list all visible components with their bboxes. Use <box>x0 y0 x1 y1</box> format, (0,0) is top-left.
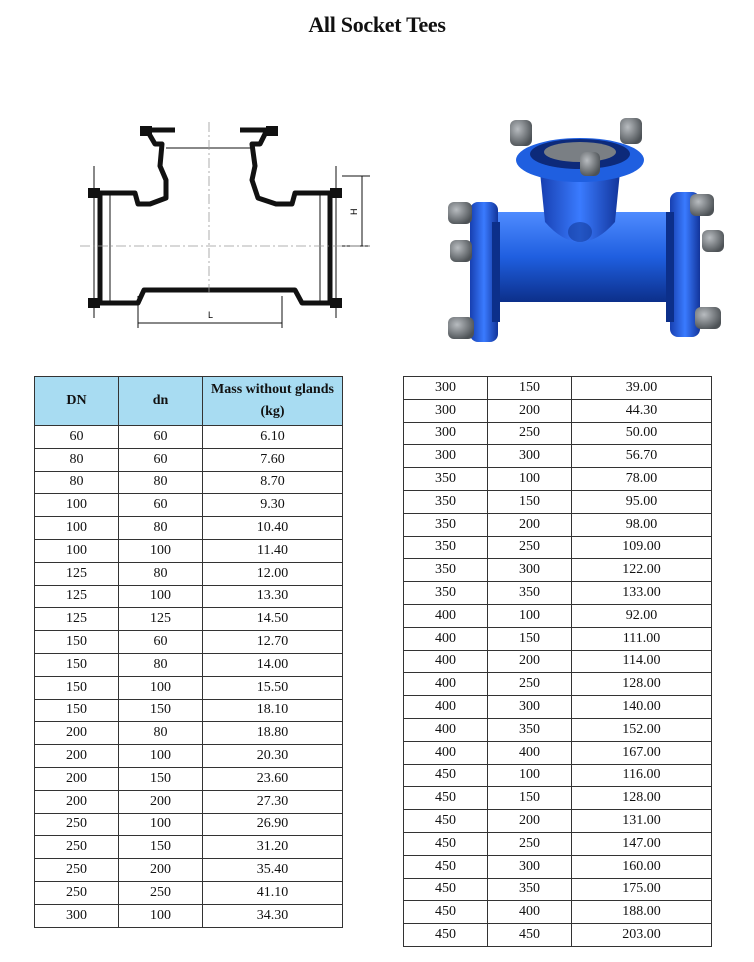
cell-mass: 78.00 <box>572 468 712 491</box>
cell-dn-branch: 250 <box>488 422 572 445</box>
socket-lips <box>88 126 342 308</box>
cell-dn: 400 <box>404 718 488 741</box>
cell-dn: 300 <box>35 904 119 927</box>
table-row <box>404 718 712 741</box>
table-row <box>404 741 712 764</box>
table-row <box>404 490 712 513</box>
cell-dn: 250 <box>35 836 119 859</box>
cell-mass: 111.00 <box>572 627 712 650</box>
cell-mass: 23.60 <box>203 767 343 790</box>
cell-mass: 12.70 <box>203 631 343 654</box>
cell-mass: 14.50 <box>203 608 343 631</box>
cell-mass: 18.10 <box>203 699 343 722</box>
cell-dn: 100 <box>35 539 119 562</box>
cell-dn-branch: 100 <box>119 813 203 836</box>
cell-dn: 450 <box>404 832 488 855</box>
cell-dn: 150 <box>35 653 119 676</box>
table-row <box>404 787 712 810</box>
cell-mass: 14.00 <box>203 653 343 676</box>
table-row <box>404 855 712 878</box>
cell-mass: 56.70 <box>572 445 712 468</box>
mass-table-left <box>34 376 343 928</box>
table-row <box>404 559 712 582</box>
cell-dn-branch: 125 <box>119 608 203 631</box>
table-row <box>35 836 343 859</box>
table-row <box>35 631 343 654</box>
dim-label-l: L <box>208 310 214 320</box>
table-row <box>404 513 712 536</box>
table-row <box>35 608 343 631</box>
table-row <box>35 539 343 562</box>
cell-dn: 80 <box>35 471 119 494</box>
cell-dn-branch: 100 <box>119 676 203 699</box>
cell-mass: 175.00 <box>572 878 712 901</box>
cell-dn-branch: 400 <box>488 741 572 764</box>
tee-section-drawing <box>80 118 370 333</box>
cell-dn: 400 <box>404 696 488 719</box>
cell-dn-branch: 60 <box>119 494 203 517</box>
cell-dn: 400 <box>404 650 488 673</box>
cell-mass: 160.00 <box>572 855 712 878</box>
cell-dn-branch: 300 <box>488 445 572 468</box>
cell-dn-branch: 80 <box>119 517 203 540</box>
table-row <box>35 859 343 882</box>
cell-dn: 60 <box>35 426 119 449</box>
cell-dn: 125 <box>35 562 119 585</box>
header-dn-branch: dn <box>119 377 203 426</box>
table-row <box>35 790 343 813</box>
cell-dn: 450 <box>404 787 488 810</box>
table-row <box>404 604 712 627</box>
cell-mass: 12.00 <box>203 562 343 585</box>
cell-dn-branch: 150 <box>488 627 572 650</box>
cell-mass: 128.00 <box>572 673 712 696</box>
cell-dn: 300 <box>404 445 488 468</box>
cell-dn: 400 <box>404 627 488 650</box>
cell-mass: 114.00 <box>572 650 712 673</box>
table-row <box>404 468 712 491</box>
cell-dn-branch: 200 <box>488 399 572 422</box>
cell-mass: 6.10 <box>203 426 343 449</box>
cell-dn-branch: 300 <box>488 696 572 719</box>
cell-dn: 100 <box>35 517 119 540</box>
cell-dn-branch: 60 <box>119 426 203 449</box>
cell-dn: 350 <box>404 513 488 536</box>
cell-dn: 200 <box>35 767 119 790</box>
cell-mass: 167.00 <box>572 741 712 764</box>
cell-mass: 9.30 <box>203 494 343 517</box>
cell-dn: 450 <box>404 901 488 924</box>
cell-mass: 8.70 <box>203 471 343 494</box>
table-row <box>404 764 712 787</box>
cell-mass: 152.00 <box>572 718 712 741</box>
table-row <box>404 673 712 696</box>
cell-dn-branch: 200 <box>119 790 203 813</box>
cell-dn: 150 <box>35 699 119 722</box>
table-row <box>404 422 712 445</box>
cell-dn-branch: 150 <box>119 836 203 859</box>
cell-dn-branch: 350 <box>488 878 572 901</box>
cell-mass: 131.00 <box>572 810 712 833</box>
table-row <box>35 767 343 790</box>
table-row <box>404 924 712 947</box>
table-row <box>404 832 712 855</box>
cell-mass: 188.00 <box>572 901 712 924</box>
table-row <box>35 881 343 904</box>
table-row <box>35 585 343 608</box>
cell-mass: 11.40 <box>203 539 343 562</box>
cell-dn: 250 <box>35 881 119 904</box>
cell-dn-branch: 150 <box>488 787 572 810</box>
cell-mass: 13.30 <box>203 585 343 608</box>
cell-dn: 300 <box>404 399 488 422</box>
cell-dn-branch: 250 <box>488 536 572 559</box>
cell-mass: 116.00 <box>572 764 712 787</box>
table-row <box>404 810 712 833</box>
cell-dn: 400 <box>404 673 488 696</box>
cell-dn: 125 <box>35 585 119 608</box>
cell-dn-branch: 150 <box>488 377 572 400</box>
cell-dn: 400 <box>404 741 488 764</box>
cell-dn: 450 <box>404 924 488 947</box>
cell-dn-branch: 200 <box>488 650 572 673</box>
table-row <box>404 650 712 673</box>
cell-mass: 41.10 <box>203 881 343 904</box>
cell-dn-branch: 60 <box>119 448 203 471</box>
header-mass: Mass without glands (kg) <box>203 377 343 426</box>
cell-dn-branch: 60 <box>119 631 203 654</box>
table-row <box>35 494 343 517</box>
cell-dn-branch: 100 <box>119 539 203 562</box>
cell-dn: 100 <box>35 494 119 517</box>
cell-dn: 150 <box>35 676 119 699</box>
cell-mass: 133.00 <box>572 582 712 605</box>
cell-mass: 39.00 <box>572 377 712 400</box>
cell-dn: 350 <box>404 559 488 582</box>
cell-mass: 50.00 <box>572 422 712 445</box>
cell-dn-branch: 100 <box>488 604 572 627</box>
mass-table-right <box>403 376 712 947</box>
cell-dn: 150 <box>35 631 119 654</box>
cell-dn-branch: 80 <box>119 562 203 585</box>
cell-dn-branch: 100 <box>488 764 572 787</box>
table-row <box>404 445 712 468</box>
table-row <box>404 627 712 650</box>
tee-outline <box>100 130 330 303</box>
cell-mass: 27.30 <box>203 790 343 813</box>
cell-mass: 203.00 <box>572 924 712 947</box>
page-title: All Socket Tees <box>308 12 446 37</box>
cell-dn: 200 <box>35 722 119 745</box>
cell-mass: 34.30 <box>203 904 343 927</box>
cell-dn: 350 <box>404 582 488 605</box>
cell-dn-branch: 100 <box>488 468 572 491</box>
cell-dn-branch: 80 <box>119 471 203 494</box>
cell-mass: 26.90 <box>203 813 343 836</box>
cell-mass: 147.00 <box>572 832 712 855</box>
cell-dn-branch: 450 <box>488 924 572 947</box>
table-row <box>35 699 343 722</box>
cell-dn-branch: 80 <box>119 653 203 676</box>
cell-mass: 7.60 <box>203 448 343 471</box>
table-row <box>35 904 343 927</box>
cell-dn: 300 <box>404 377 488 400</box>
cell-dn: 80 <box>35 448 119 471</box>
cell-mass: 18.80 <box>203 722 343 745</box>
cell-dn: 125 <box>35 608 119 631</box>
cell-dn-branch: 250 <box>119 881 203 904</box>
dim-label-h: H <box>349 208 359 215</box>
cell-mass: 15.50 <box>203 676 343 699</box>
cell-dn-branch: 250 <box>488 673 572 696</box>
cell-mass: 95.00 <box>572 490 712 513</box>
cell-mass: 44.30 <box>572 399 712 422</box>
table-row <box>404 901 712 924</box>
table-row <box>35 471 343 494</box>
cell-dn: 450 <box>404 764 488 787</box>
table-row <box>35 722 343 745</box>
cell-dn: 300 <box>404 422 488 445</box>
table-row <box>404 377 712 400</box>
cell-dn-branch: 300 <box>488 559 572 582</box>
cell-dn-branch: 350 <box>488 718 572 741</box>
cell-mass: 20.30 <box>203 745 343 768</box>
cell-dn: 450 <box>404 878 488 901</box>
cell-dn: 350 <box>404 536 488 559</box>
table-row <box>404 536 712 559</box>
table-row <box>404 696 712 719</box>
cell-mass: 128.00 <box>572 787 712 810</box>
cell-dn: 400 <box>404 604 488 627</box>
cell-mass: 31.20 <box>203 836 343 859</box>
table-row <box>404 878 712 901</box>
cell-mass: 140.00 <box>572 696 712 719</box>
cell-dn-branch: 300 <box>488 855 572 878</box>
cell-dn: 200 <box>35 745 119 768</box>
table-row <box>35 813 343 836</box>
cell-mass: 98.00 <box>572 513 712 536</box>
cell-mass: 10.40 <box>203 517 343 540</box>
cell-mass: 92.00 <box>572 604 712 627</box>
table-row <box>35 562 343 585</box>
cell-dn: 250 <box>35 813 119 836</box>
cell-dn-branch: 100 <box>119 745 203 768</box>
cell-dn: 450 <box>404 855 488 878</box>
cell-dn-branch: 250 <box>488 832 572 855</box>
cell-dn-branch: 400 <box>488 901 572 924</box>
cell-mass: 35.40 <box>203 859 343 882</box>
cell-dn-branch: 200 <box>119 859 203 882</box>
cell-dn-branch: 350 <box>488 582 572 605</box>
table-row <box>35 517 343 540</box>
table-row <box>404 582 712 605</box>
cell-dn-branch: 80 <box>119 722 203 745</box>
header-dn: DN <box>35 377 119 426</box>
cell-dn: 250 <box>35 859 119 882</box>
table-row <box>35 448 343 471</box>
cell-dn-branch: 100 <box>119 585 203 608</box>
cell-dn-branch: 150 <box>488 490 572 513</box>
cell-mass: 122.00 <box>572 559 712 582</box>
cell-dn: 350 <box>404 468 488 491</box>
cell-dn: 200 <box>35 790 119 813</box>
cell-dn-branch: 200 <box>488 513 572 536</box>
cell-dn: 350 <box>404 490 488 513</box>
cell-dn: 450 <box>404 810 488 833</box>
table-row <box>35 426 343 449</box>
cell-dn-branch: 150 <box>119 699 203 722</box>
table-row <box>35 676 343 699</box>
cell-dn-branch: 100 <box>119 904 203 927</box>
table-row <box>404 399 712 422</box>
table-row <box>35 745 343 768</box>
table-row <box>35 653 343 676</box>
table-header-row <box>35 377 343 426</box>
tee-product-render <box>440 112 730 347</box>
cell-dn-branch: 200 <box>488 810 572 833</box>
cell-mass: 109.00 <box>572 536 712 559</box>
cell-dn-branch: 150 <box>119 767 203 790</box>
